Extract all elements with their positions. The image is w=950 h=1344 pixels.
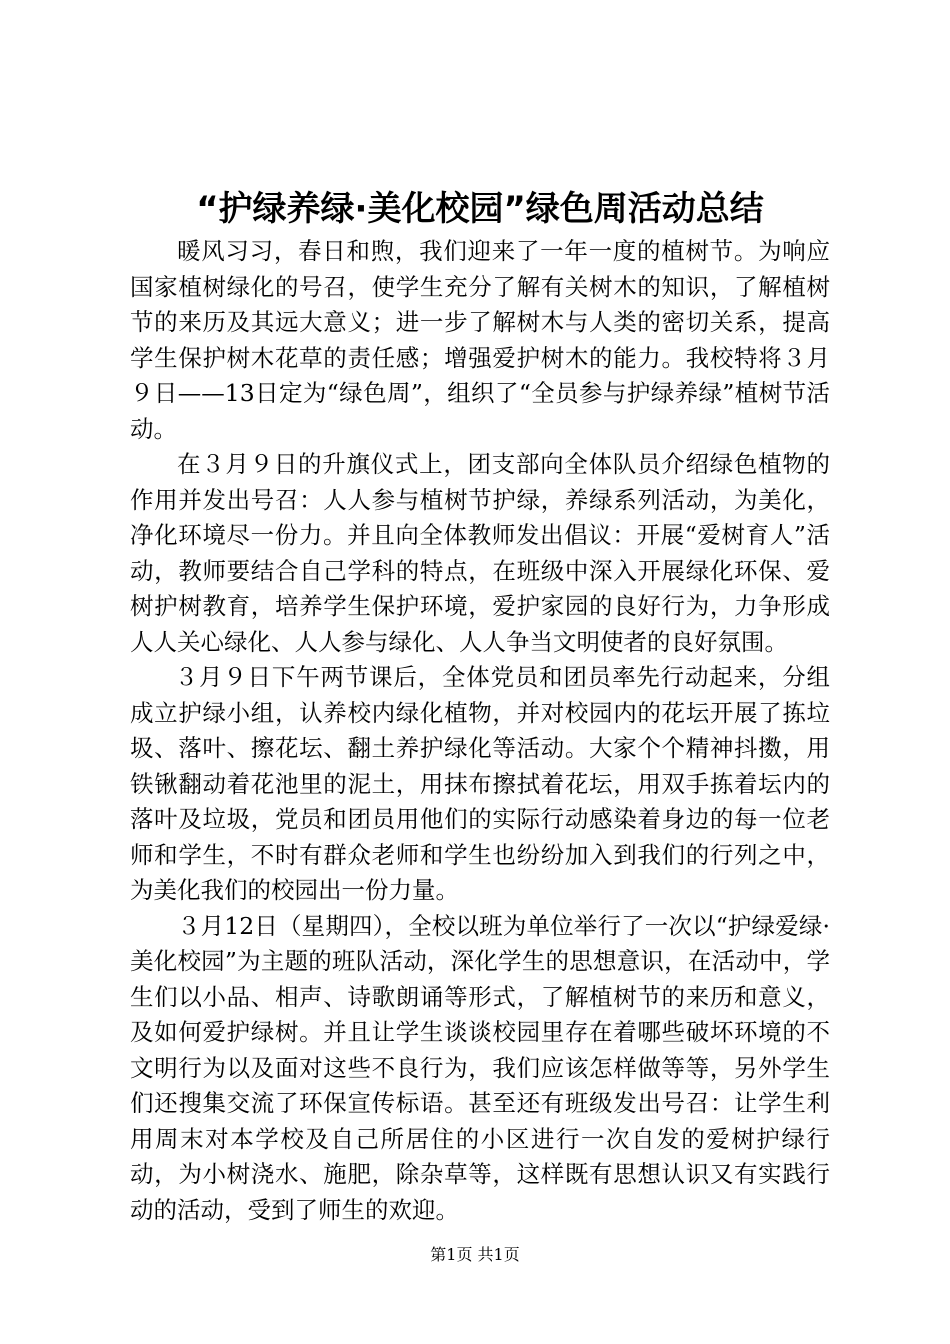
paragraph-3: ３月９日下午两节课后，全体党员和团员率先行动起来，分组成立护绿小组，认养校内绿化植物，并对校园内的花坛开展了拣垃圾、落叶、擦花坛、翻土养护绿化等活动。大家个个精神抖擞，用铁锹翻动着花池里的泥土，用抹布擦拭着花坛，用双手拣着坛内的落叶及垃圾，党员和团员用他们的实际行动感染着身边的每一位老师和学生，不时有群众老师和学生也纷纷加入到我们的行列之中，为美化我们的校园出一份力量。: [130, 663, 830, 904]
paragraph-1: 暖风习习，春日和煦，我们迎来了一年一度的植树节。为响应国家植树绿化的号召，使学生充分了解有关树木的知识，了解植树节的来历及其远大意义；进一步了解树木与人类的密切关系，提高学生保护树木花草的责任感；增强爱护树木的能力。我校特将３月９日——13日定为“绿色周”，组织了“全员参与护绿养绿”植树节活动。: [130, 237, 830, 443]
paragraph-2: 在３月９日的升旗仪式上，团支部向全体队员介绍绿色植物的作用并发出号召：人人参与植树节护绿，养绿系列活动，为美化，净化环境尽一份力。并且向全体教师发出倡议：开展“爱树育人”活动，教师要结合自己学科的特点，在班级中深入开展绿化环保、爱树护树教育，培养学生保护环境，爱护家园的良好行为，力争形成人人关心绿化、人人参与绿化、人人争当文明使者的良好氛围。: [130, 450, 830, 656]
paragraph-4: ３月12日（星期四），全校以班为单位举行了一次以“护绿爱绿·美化校园”为主题的班队活动，深化学生的思想意识，在活动中，学生们以小品、相声、诗歌朗诵等形式，了解植树节的来历和意义，及如何爱护绿树。并且让学生谈谈校园里存在着哪些破坏环境的不文明行为以及面对这些不良行为，我们应该怎样做等等，另外学生们还搜集交流了环保宣传标语。甚至还有班级发出号召：让学生利用周末对本学校及自己所居住的小区进行一次自发的爱树护绿行动，为小树浇水、施肥，除杂草等，这样既有思想认识又有实践行动的活动，受到了师生的欢迎。: [130, 911, 830, 1224]
page-footer: 第1页 共1页: [430, 1245, 520, 1264]
document-body: [130, 234, 830, 1228]
document-title: “护绿养绿·美化校园”绿色周活动总结: [196, 189, 764, 229]
